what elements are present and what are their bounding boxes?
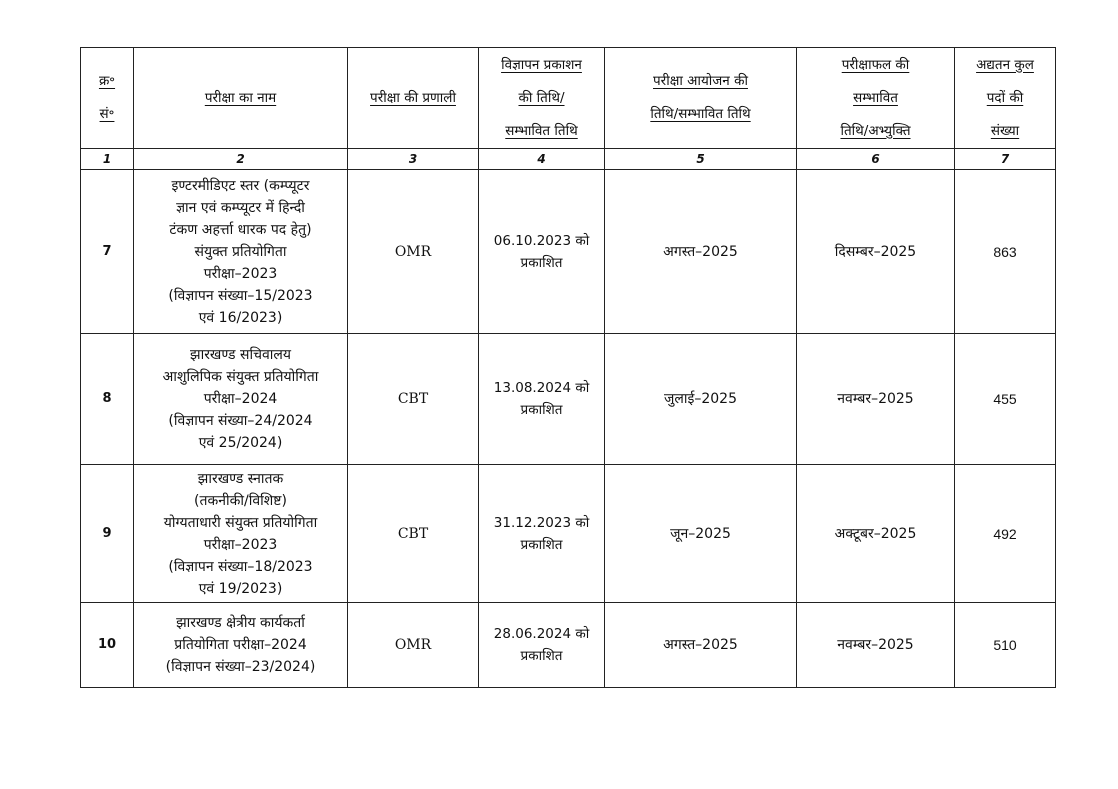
exam-mode: CBT [348,334,479,465]
exam-name: झारखण्ड क्षेत्रीय कार्यकर्ता प्रतियोगिता परीक्षा–2024 (विज्ञापन संख्या–23/2024) [134,603,348,688]
ad-date: 31.12.2023 को प्रकाशित [479,465,605,603]
column-number-row [81,149,1056,170]
total-posts: 492 [955,465,1056,603]
exam-date: अगस्त–2025 [605,603,797,688]
header-row [81,48,1056,149]
table-row [81,603,1056,688]
exam-schedule-table [80,47,1056,688]
ad-date: 13.08.2024 को प्रकाशित [479,334,605,465]
total-posts: 455 [955,334,1056,465]
header-result-date: परीक्षाफल की सम्भावित तिथि/अभ्युक्ति [797,48,955,149]
column-number: 4 [479,149,605,170]
exam-date: जुलाई–2025 [605,334,797,465]
ad-date: 28.06.2024 को प्रकाशित [479,603,605,688]
exam-name: झारखण्ड स्नातक (तकनीकी/विशिष्ट) योग्यताधारी संयुक्त प्रतियोगिता परीक्षा–2023 (विज्ञापन संख्या–18/2023 एवं 19/2023) [134,465,348,603]
table-row [81,465,1056,603]
result-date: नवम्बर–2025 [797,334,955,465]
header-total-posts: अद्यतन कुल पदों की संख्या [955,48,1056,149]
exam-mode: CBT [348,465,479,603]
column-number: 2 [134,149,348,170]
header-exam-mode: परीक्षा की प्रणाली [348,48,479,149]
total-posts: 510 [955,603,1056,688]
column-number: 7 [955,149,1056,170]
exam-name: इण्टरमीडिएट स्तर (कम्प्यूटर ज्ञान एवं कम्प्यूटर में हिन्दी टंकण अहर्त्ता धारक पद हेतु) संयुक्त प्रतियोगिता परीक्षा–2023 (विज्ञापन संख्या–15/2023 एवं 16/2023) [134,170,348,334]
column-number: 5 [605,149,797,170]
column-number: 1 [81,149,134,170]
exam-date: जून–2025 [605,465,797,603]
serial-number: 7 [81,170,134,334]
header-ad-date: विज्ञापन प्रकाशन की तिथि/ सम्भावित तिथि [479,48,605,149]
exam-mode: OMR [348,170,479,334]
serial-number: 10 [81,603,134,688]
result-date: नवम्बर–2025 [797,603,955,688]
result-date: अक्टूबर–2025 [797,465,955,603]
column-number: 6 [797,149,955,170]
table-row [81,170,1056,334]
table-row [81,334,1056,465]
exam-name: झारखण्ड सचिवालय आशुलिपिक संयुक्त प्रतियोगिता परीक्षा–2024 (विज्ञापन संख्या–24/2024 एवं 25/2024) [134,334,348,465]
result-date: दिसम्बर–2025 [797,170,955,334]
header-exam-date: परीक्षा आयोजन की तिथि/सम्भावित तिथि [605,48,797,149]
exam-date: अगस्त–2025 [605,170,797,334]
total-posts: 863 [955,170,1056,334]
header-serial: क्र॰ सं॰ [81,48,134,149]
serial-number: 9 [81,465,134,603]
header-exam-name: परीक्षा का नाम [134,48,348,149]
ad-date: 06.10.2023 को प्रकाशित [479,170,605,334]
serial-number: 8 [81,334,134,465]
column-number: 3 [348,149,479,170]
exam-mode: OMR [348,603,479,688]
